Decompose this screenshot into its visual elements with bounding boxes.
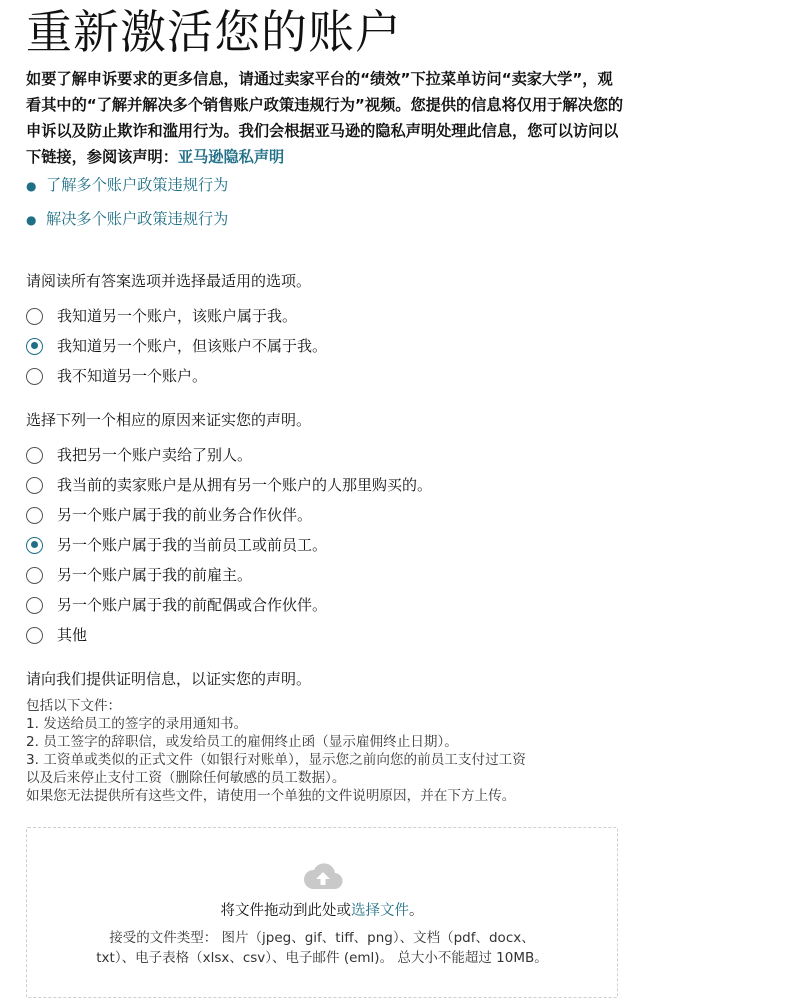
question1-radio-group [26, 301, 327, 391]
radio-button[interactable] [26, 308, 43, 325]
radio-label: 另一个账户属于我的前业务合作伙伴。 [57, 506, 313, 524]
radio-button[interactable] [26, 477, 43, 494]
instruction-line: 如果您无法提供所有这些文件，请使用一个单独的文件说明原因，并在下方上传。 [26, 788, 516, 804]
question1-label: 请阅读所有答案选项并选择最适用的选项。 [26, 272, 312, 290]
radio-label: 我知道另一个账户，但该账户不属于我。 [57, 337, 328, 355]
evidence-label: 请向我们提供证明信息，以证实您的声明。 [26, 670, 312, 688]
radio-option[interactable] [26, 530, 432, 560]
accepted-types-line: txt）、电子表格（xlsx、csv）、电子邮件 (eml)。 总大小不能超过 10MB。 [96, 950, 548, 966]
radio-button-selected[interactable] [26, 338, 43, 355]
question2-label: 选择下列一个相应的原因来证实您的声明。 [26, 411, 312, 429]
radio-label: 另一个账户属于我的当前员工或前员工。 [57, 536, 328, 554]
radio-button-selected[interactable] [26, 537, 43, 554]
radio-label: 另一个账户属于我的前配偶或合作伙伴。 [57, 596, 328, 614]
radio-label: 我当前的卖家账户是从拥有另一个账户的人那里购买的。 [57, 476, 433, 494]
resolve-policy-violation-link[interactable]: 解决多个账户政策违规行为 [46, 210, 229, 228]
drop-suffix: 。 [409, 903, 424, 919]
radio-option[interactable] [26, 470, 432, 500]
evidence-instructions [26, 697, 626, 805]
radio-button[interactable] [26, 597, 43, 614]
intro-text [26, 66, 624, 170]
instruction-line: 以及后来停止支付工资（删除任何敏感的员工数据）。 [26, 770, 346, 786]
radio-button[interactable] [26, 507, 43, 524]
intro-body: 如要了解申诉要求的更多信息，请通过卖家平台的“绩效”下拉菜单访问“卖家大学”，观看其中的“了解并解决多个销售账户政策违规行为”视频。您提供的信息将仅用于解决您的申诉以及防止欺诈和滥用行为。我们会根据亚马逊的隐私声明处理此信息，您可以访问以下链接，参阅该声明： [26, 70, 624, 166]
radio-option[interactable] [26, 331, 327, 361]
bullet-icon: ● [26, 213, 37, 227]
accepted-file-types [47, 928, 597, 968]
list-item [26, 206, 228, 240]
radio-label: 另一个账户属于我的前雇主。 [57, 566, 253, 584]
instruction-line: 3. 工资单或类似的正式文件（如银行对账单），显示您之前向您的前员工支付过工资 [26, 752, 526, 768]
radio-option[interactable] [26, 590, 432, 620]
drop-instruction [27, 900, 617, 922]
file-dropzone[interactable] [26, 827, 618, 998]
instruction-line: 1. 发送给员工的签字的录用通知书。 [26, 716, 248, 732]
radio-button[interactable] [26, 567, 43, 584]
radio-option[interactable] [26, 301, 327, 331]
privacy-notice-link[interactable]: 亚马逊隐私声明 [177, 148, 285, 166]
radio-label: 其他 [57, 626, 88, 644]
page-title: 重新激活您的账户 [26, 5, 402, 59]
learn-policy-violation-link[interactable]: 了解多个账户政策违规行为 [46, 176, 229, 194]
accepted-types-line: 接受的文件类型： 图片（jpeg、gif、tiff、png）、文档（pdf、docx、 [109, 930, 535, 946]
radio-option[interactable] [26, 620, 432, 650]
radio-option[interactable] [26, 361, 327, 391]
radio-option[interactable] [26, 440, 432, 470]
drop-text: 将文件拖动到此处或 [220, 903, 351, 919]
cloud-upload-icon [302, 861, 344, 895]
radio-label: 我知道另一个账户，该账户属于我。 [57, 307, 298, 325]
radio-button[interactable] [26, 627, 43, 644]
radio-option[interactable] [26, 500, 432, 530]
select-file-link[interactable]: 选择文件 [351, 903, 409, 919]
radio-option[interactable] [26, 560, 432, 590]
question2-radio-group [26, 440, 432, 650]
radio-label: 我把另一个账户卖给了别人。 [57, 446, 253, 464]
radio-button[interactable] [26, 447, 43, 464]
list-item [26, 172, 228, 206]
bullet-icon: ● [26, 179, 37, 193]
resource-links-list [26, 172, 228, 240]
instruction-line: 包括以下文件： [26, 698, 122, 714]
radio-button[interactable] [26, 368, 43, 385]
radio-label: 我不知道另一个账户。 [57, 367, 208, 385]
instruction-line: 2. 员工签字的辞职信，或发给员工的雇佣终止函（显示雇佣终止日期）。 [26, 734, 458, 750]
